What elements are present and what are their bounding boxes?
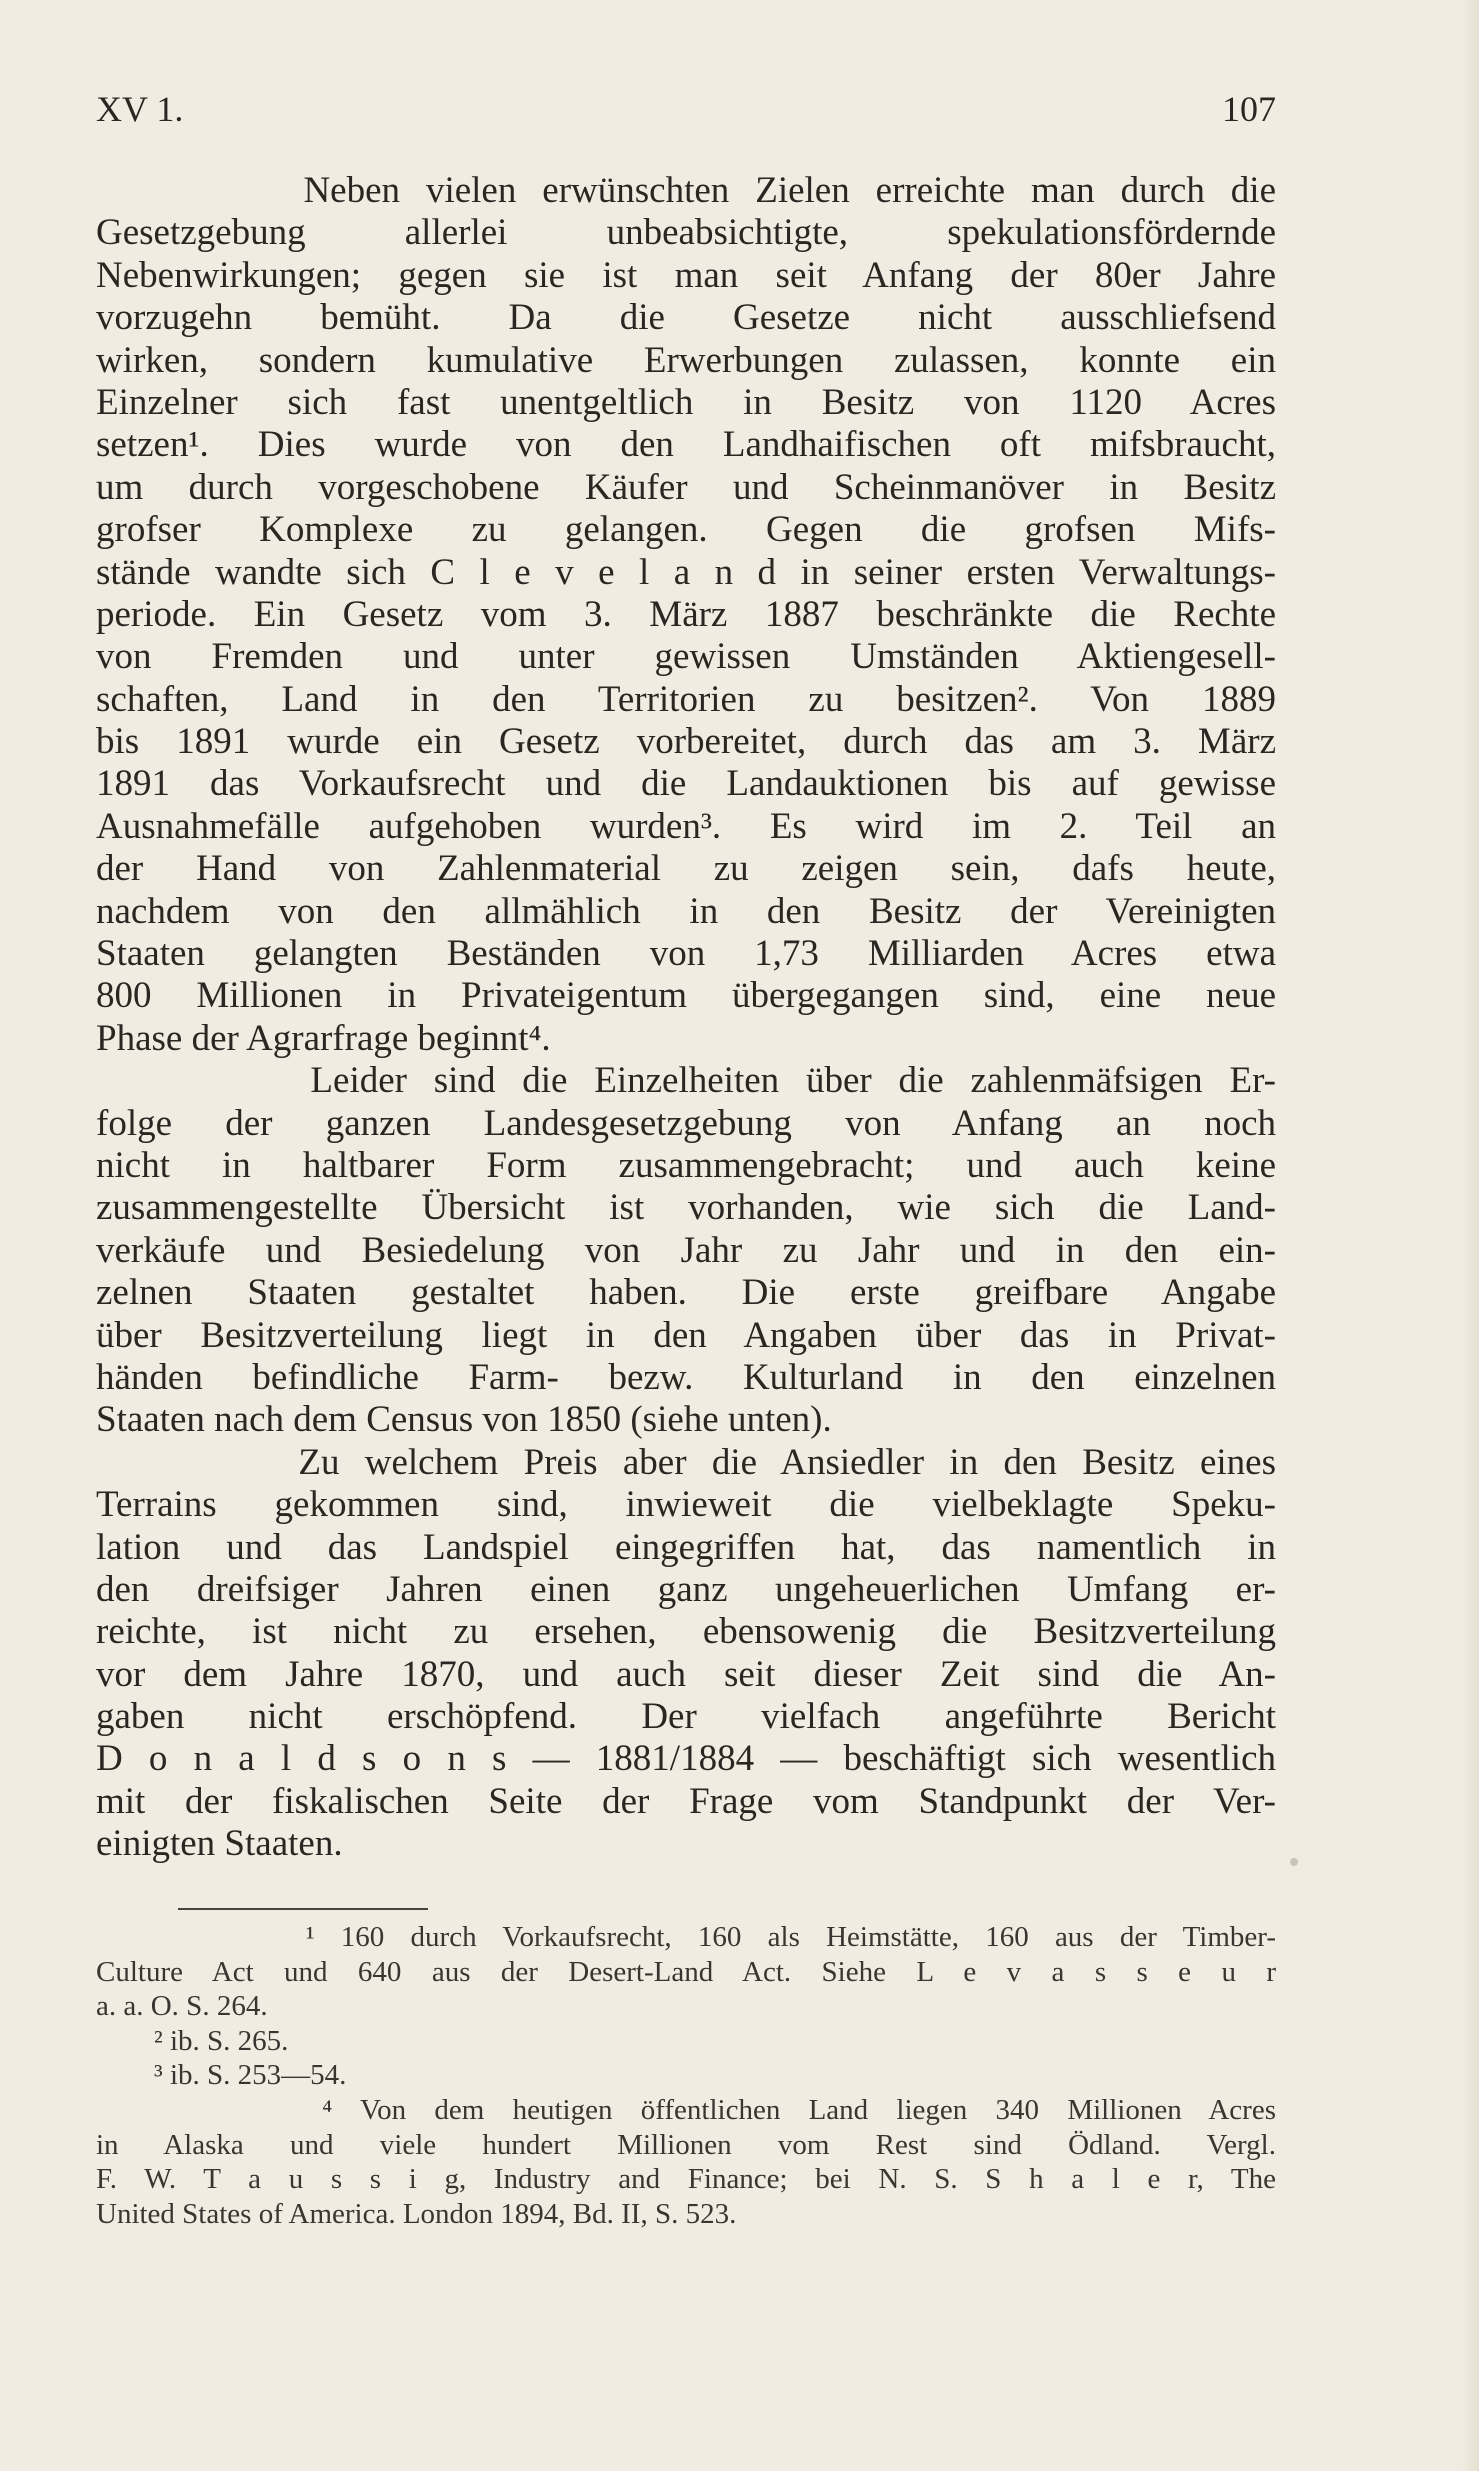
text-line: vor dem Jahre 1870, und auch seit dieser Zeit sind die An-: [96, 1653, 1276, 1695]
text-line: lation und das Landspiel eingegriffen hat, das namentlich in: [96, 1526, 1276, 1568]
footnote-line: ² ib. S. 265.: [96, 2024, 289, 2057]
text-line: Phase der Agrarfrage beginnt⁴.: [96, 1017, 551, 1059]
footnote-line: ¹ 160 durch Vorkaufsrecht, 160 als Heimstätte, 160 aus der Timber-: [96, 1921, 1276, 1953]
body-text: [96, 170, 1276, 1866]
text-line: Leider sind die Einzelheiten über die zahlenmäfsigen Er-: [96, 1060, 1276, 1102]
footnote-line: a. a. O. S. 264.: [96, 1990, 268, 2023]
text-line: bis 1891 wurde ein Gesetz vorbereitet, durch das am 3. März: [96, 721, 1276, 763]
text-line: Neben vielen erwünschten Zielen erreichte man durch die: [96, 170, 1276, 211]
text-line: zelnen Staaten gestaltet haben. Die erste greifbare Angabe: [96, 1272, 1276, 1314]
section-label: XV 1.: [96, 89, 184, 129]
text-line: stände wandte sich C l e v e l a n d in seiner ersten Verwaltungs-: [96, 551, 1276, 593]
text-line: wirken, sondern kumulative Erwerbungen zulassen, konnte ein: [96, 339, 1276, 381]
text-line: Staaten nach dem Census von 1850 (siehe unten).: [96, 1399, 832, 1441]
text-line: verkäufe und Besiedelung von Jahr zu Jahr und in den ein-: [96, 1229, 1276, 1271]
text-line: Gesetzgebung allerlei unbeabsichtigte, spekulationsfördernde: [96, 212, 1276, 254]
text-line: mit der fiskalischen Seite der Frage vom Standpunkt der Ver-: [96, 1780, 1276, 1822]
running-header: [96, 86, 1276, 132]
text-line: reichte, ist nicht zu ersehen, ebensowenig die Besitzverteilung: [96, 1611, 1276, 1653]
text-line: D o n a l d s o n s — 1881/1884 — beschäftigt sich wesentlich: [96, 1738, 1276, 1780]
text-line: um durch vorgeschobene Käufer und Scheinmanöver in Besitz: [96, 466, 1276, 508]
text-line: händen befindliche Farm- bezw. Kulturland in den einzelnen: [96, 1356, 1276, 1398]
text-line: schaften, Land in den Territorien zu besitzen². Von 1889: [96, 678, 1276, 720]
text-line: nicht in haltbarer Form zusammengebracht; und auch keine: [96, 1144, 1276, 1186]
page-number: 107: [1222, 89, 1276, 129]
text-line: 800 Millionen in Privateigentum übergegangen sind, eine neue: [96, 975, 1276, 1017]
text-line: Ausnahmefälle aufgehoben wurden³. Es wird im 2. Teil an: [96, 805, 1276, 847]
text-line: Staaten gelangten Beständen von 1,73 Milliarden Acres etwa: [96, 933, 1276, 975]
footnote-line: F. W. T a u s s i g, Industry and Finance; bei N. S. S h a l e r, The: [96, 2163, 1276, 2196]
footnote-line: ³ ib. S. 253—54.: [96, 2059, 347, 2092]
text-line: 1891 das Vorkaufsrecht und die Landauktionen bis auf gewisse: [96, 763, 1276, 805]
page-edge: [1461, 0, 1479, 2471]
text-line: gaben nicht erschöpfend. Der vielfach angeführte Bericht: [96, 1696, 1276, 1738]
footnote-rule: [178, 1908, 428, 1910]
footnote-line: United States of America. London 1894, Bd. II, S. 523.: [96, 2197, 737, 2230]
text-line: periode. Ein Gesetz vom 3. März 1887 beschränkte die Rechte: [96, 593, 1276, 635]
text-line: zusammengestellte Übersicht ist vorhanden, wie sich die Land-: [96, 1187, 1276, 1229]
footnotes: [96, 1920, 1276, 2231]
text-line: Nebenwirkungen; gegen sie ist man seit Anfang der 80er Jahre: [96, 254, 1276, 296]
text-line: vorzugehn bemüht. Da die Gesetze nicht ausschliefsend: [96, 297, 1276, 339]
text-line: von Fremden und unter gewissen Umständen Aktiengesell-: [96, 636, 1276, 678]
text-line: der Hand von Zahlenmaterial zu zeigen sein, dafs heute,: [96, 848, 1276, 890]
text-line: Einzelner sich fast unentgeltlich in Besitz von 1120 Acres: [96, 381, 1276, 423]
text-line: setzen¹. Dies wurde von den Landhaifischen oft mifsbraucht,: [96, 424, 1276, 466]
footnote-line: ⁴ Von dem heutigen öffentlichen Land liegen 340 Millionen Acres: [96, 2093, 1276, 2126]
text-line: einigten Staaten.: [96, 1823, 343, 1865]
text-line: grofser Komplexe zu gelangen. Gegen die grofsen Mifs-: [96, 509, 1276, 551]
footnote-line: in Alaska und viele hundert Millionen vom Rest sind Ödland. Vergl.: [96, 2128, 1276, 2161]
text-line: folge der ganzen Landesgesetzgebung von Anfang an noch: [96, 1102, 1276, 1144]
text-line: über Besitzverteilung liegt in den Angaben über das in Privat-: [96, 1314, 1276, 1356]
footnote-line: Culture Act und 640 aus der Desert-Land Act. Siehe L e v a s s e u r: [96, 1955, 1276, 1988]
text-line: den dreifsiger Jahren einen ganz ungeheuerlichen Umfang er-: [96, 1568, 1276, 1610]
text-line: Terrains gekommen sind, inwieweit die vielbeklagte Speku-: [96, 1484, 1276, 1526]
text-line: Zu welchem Preis aber die Ansiedler in den Besitz eines: [96, 1441, 1276, 1483]
text-line: nachdem von den allmählich in den Besitz der Vereinigten: [96, 890, 1276, 932]
speck-mark: [1290, 1858, 1298, 1866]
